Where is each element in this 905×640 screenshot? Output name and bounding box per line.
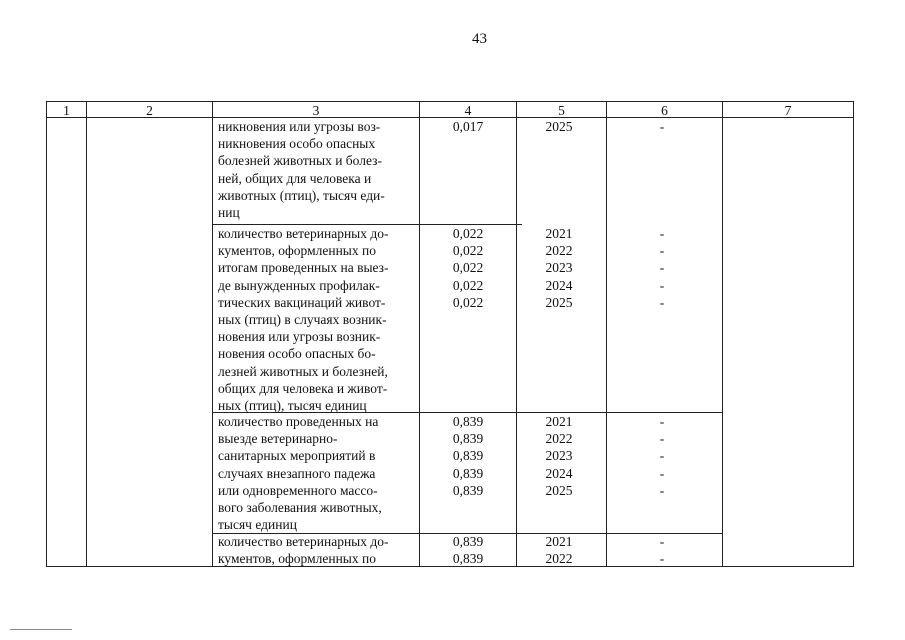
header-cell: 3 (312, 103, 320, 118)
indicator-description: количество ветеринарных до- кументов, оформленных по итогам проведенных на выез- де вынужденных профилак- тических вакцинаций живот- ных (птиц) в случаях возник- новения или угрозы возник- новения особо опасных бо- лезней животных и болезней, общих для человека и живот- ных (птиц), тысяч единиц (218, 226, 389, 414)
indicator-description: количество ветеринарных до- кументов, оформленных по (218, 534, 389, 567)
column-6-values: - - (659, 534, 665, 567)
indicator-values: 0,839 0,839 (452, 534, 484, 567)
indicator-values: 0,839 0,839 0,839 0,839 0,839 (452, 414, 484, 498)
indicator-years: 2025 (545, 119, 573, 134)
indicator-values: 0,017 (452, 119, 484, 134)
indicator-years: 2021 2022 2023 2024 2025 (545, 226, 573, 310)
col-border (606, 101, 607, 567)
col-border (86, 101, 87, 567)
indicator-description: никновения или угрозы воз- никновения особо опасных болезней животных и болез- ней, общих для человека и животных (птиц), тысяч еди- ниц (218, 119, 385, 221)
indicator-years: 2021 2022 (545, 534, 573, 567)
col-border (212, 101, 213, 567)
column-6-values: - - - - - (659, 226, 665, 310)
header-cell: 2 (146, 103, 153, 118)
col-border (46, 101, 47, 567)
column-6-values: - - - - - (659, 414, 665, 498)
page-number: 43 (472, 31, 487, 47)
header-cell: 4 (464, 103, 472, 118)
col-border (853, 101, 854, 567)
indicator-values: 0,022 0,022 0,022 0,022 0,022 (452, 226, 484, 310)
indicator-years: 2021 2022 2023 2024 2025 (545, 414, 573, 498)
table-top-border (46, 101, 854, 102)
header-cell: 1 (63, 103, 70, 118)
header-cell: 7 (784, 103, 792, 118)
column-6-values: - (659, 119, 665, 134)
header-cell: 5 (558, 103, 565, 118)
indicator-description: количество проведенных на выезде ветеринарно- санитарных мероприятий в случаях внезапного падежа или одновременного массо- вого заболевания животных, тысяч единиц (218, 414, 382, 533)
scan-edge-mark (10, 629, 72, 630)
col-border (419, 101, 420, 567)
col-border (722, 101, 723, 567)
header-cell: 6 (661, 103, 668, 118)
